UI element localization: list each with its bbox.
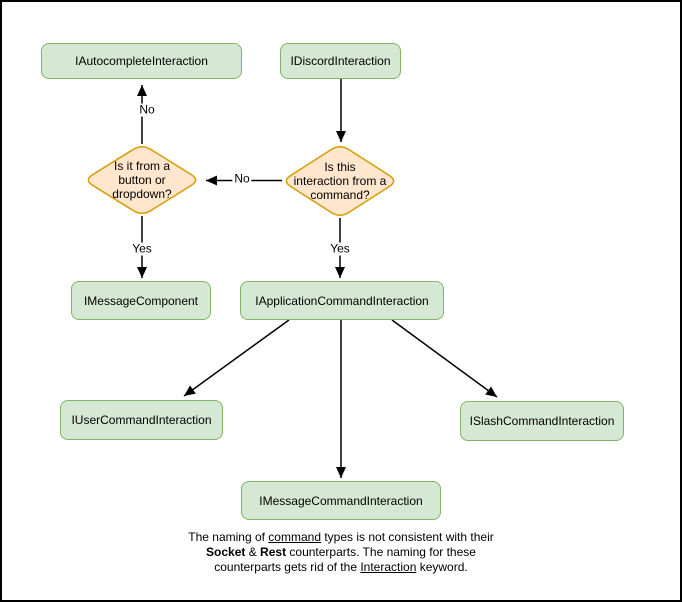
edge-label-no-middle: No: [234, 171, 250, 186]
node-message-command-interaction: [241, 481, 441, 520]
note-segment-bold-rest: Rest: [260, 545, 287, 559]
edge-to-slash-command: [392, 320, 497, 397]
decision-label-line: Is this: [324, 160, 356, 174]
node-label: IDiscordInteraction: [290, 54, 391, 68]
node-label: IMessageCommandInteraction: [259, 493, 423, 508]
decision-label-line: button or: [118, 173, 166, 187]
decision-label-line: command?: [310, 188, 370, 202]
edge-label-yes-left: Yes: [132, 241, 152, 256]
note-segment: The naming of: [188, 530, 269, 544]
node-slash-command-interaction: [460, 401, 624, 441]
decision-label-line: dropdown?: [112, 187, 172, 201]
node-label: IAutocompleteInteraction: [75, 54, 208, 68]
note-segment: keyword.: [416, 560, 468, 574]
note-segment: counterparts gets rid of the: [214, 560, 361, 574]
edge-to-user-command: [184, 320, 289, 396]
note-segment: types is not consistent with their: [320, 530, 494, 544]
node-discord-interaction: [280, 43, 401, 79]
note-text: [188, 530, 493, 575]
edge-label-yes-right: Yes: [330, 241, 350, 256]
note-segment: &: [245, 545, 261, 559]
note-segment-bold-socket: Socket: [206, 545, 246, 559]
edge-label-no-top: No: [139, 102, 155, 117]
node-label: IMessageComponent: [83, 293, 199, 308]
node-autocomplete-interaction: [41, 43, 242, 79]
note-segment-underline-command: command: [268, 530, 321, 544]
decision-label-line: interaction from a: [293, 174, 387, 188]
node-application-command-interaction: [240, 281, 444, 320]
node-label: IUserCommandInteraction: [71, 413, 212, 427]
node-label: ISlashCommandInteraction: [469, 414, 615, 428]
note-line-3: [188, 560, 493, 575]
note-segment: counterparts. The naming for these: [286, 545, 476, 559]
node-label: IApplicationCommandInteraction: [255, 293, 429, 308]
note-line-1: [188, 530, 493, 545]
decision-label-line: Is it from a: [113, 159, 170, 173]
node-message-component: [71, 281, 211, 320]
decision-label-from-command: [280, 160, 400, 202]
note-line-2: [188, 545, 493, 560]
node-user-command-interaction: [60, 400, 223, 440]
note-segment-underline-interaction: Interaction: [360, 560, 417, 574]
decision-label-button-or-dropdown: [86, 159, 198, 201]
